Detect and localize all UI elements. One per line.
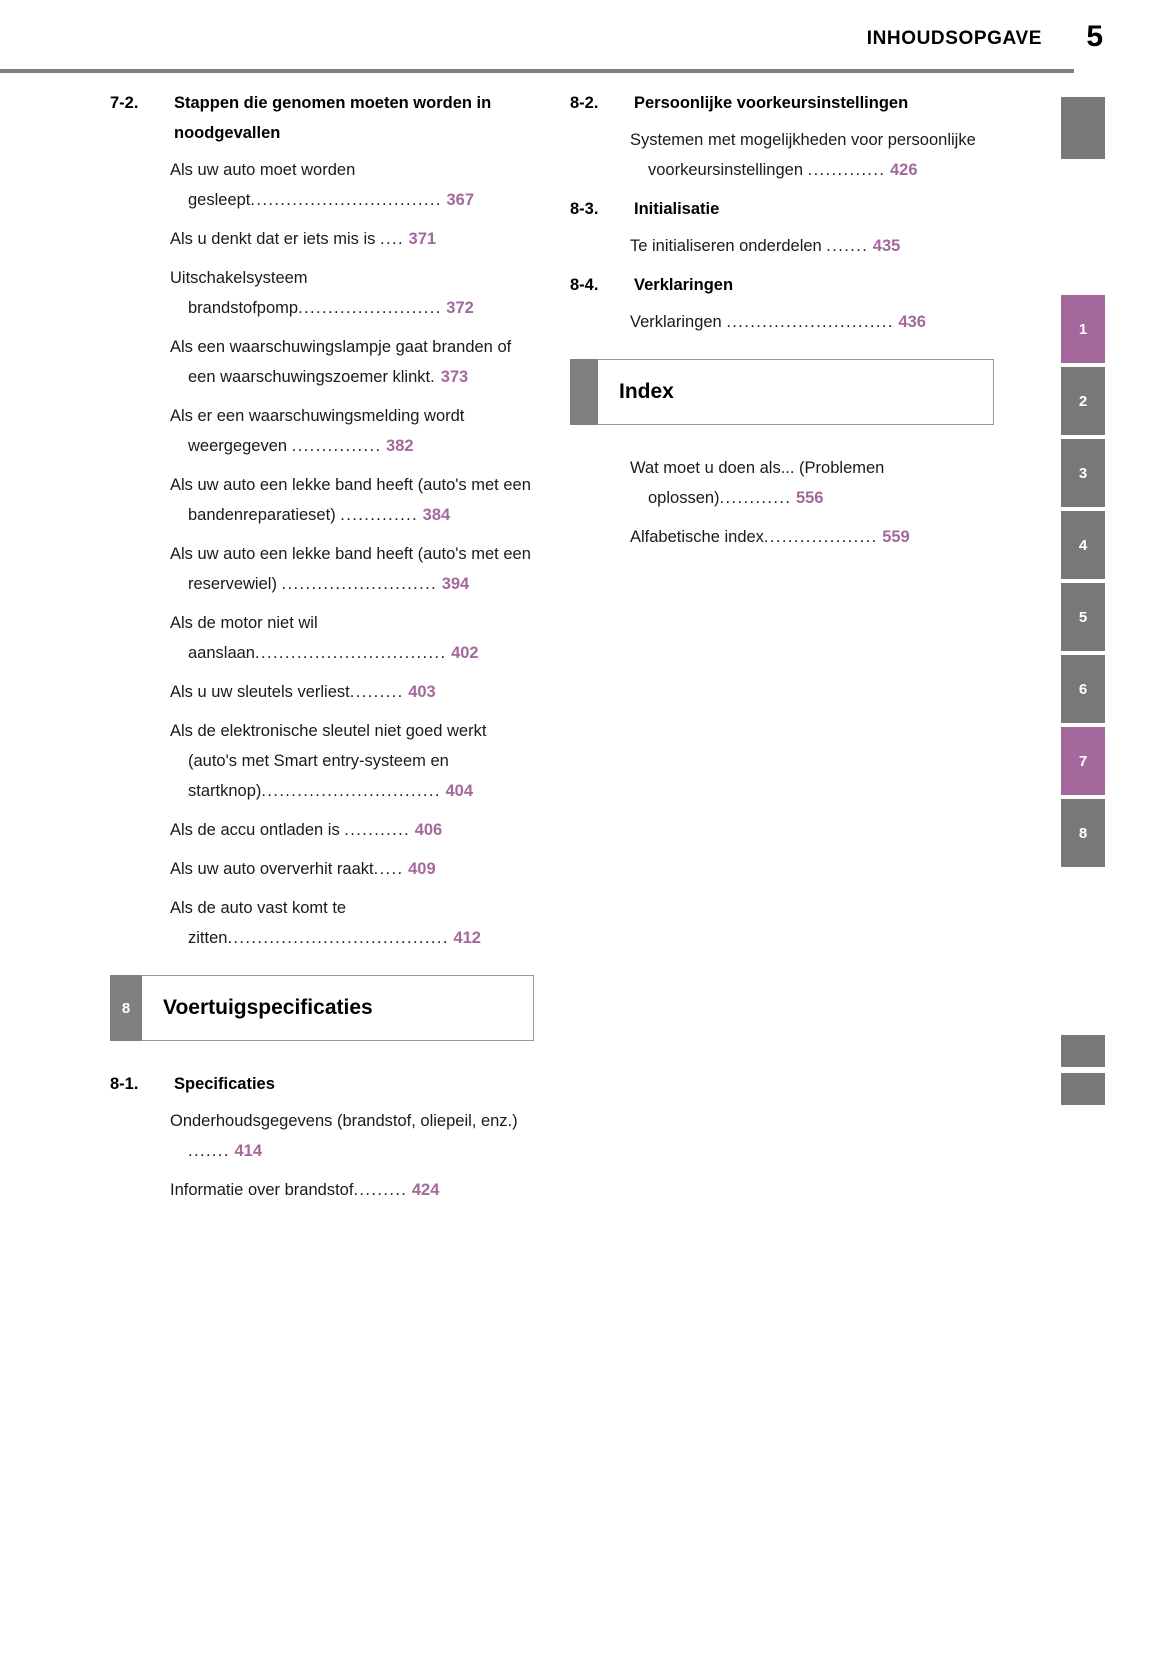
toc-leader-dots: ............................	[726, 313, 894, 331]
toc-entry-body	[630, 231, 992, 261]
toc-entry-body	[170, 332, 532, 392]
toc-entry-page: 436	[893, 313, 926, 331]
chapter-tab-7[interactable]: 7	[1061, 727, 1105, 795]
toc-entry-label: Als de elektronische sleutel niet goed werkt (auto's met Smart entry-systeem en startknop)	[170, 722, 487, 800]
toc-entry-label: Wat moet u doen als... (Problemen oplossen)	[630, 459, 885, 507]
chapter-tab-strip	[1061, 97, 1105, 1111]
toc-leader-dots: ...................	[763, 528, 878, 546]
toc-entry-page: 402	[446, 644, 479, 662]
toc-entry-body	[630, 307, 992, 337]
chapter-tab-blank[interactable]	[1061, 1073, 1105, 1105]
index-number-badge	[570, 359, 598, 425]
toc-entry-page: 394	[437, 575, 470, 593]
toc-entry-label: Verklaringen	[630, 313, 727, 331]
toc-entry[interactable]	[110, 332, 532, 392]
toc-leader-dots: .............	[807, 161, 886, 179]
index-banner[interactable]	[570, 359, 994, 425]
section-title: Specificaties	[174, 1075, 275, 1093]
chapter-tab-blank[interactable]	[1061, 97, 1105, 159]
toc-leader-dots: ................................	[254, 644, 447, 662]
toc-leader-dots: ....	[380, 230, 404, 248]
toc-entry-body	[170, 815, 532, 845]
toc-entry-label: Te initialiseren onderdelen	[630, 237, 827, 255]
section-number: 8-1.	[110, 1075, 139, 1093]
toc-entry[interactable]	[570, 231, 992, 261]
toc-entry[interactable]	[110, 155, 532, 215]
tab-strip-spacer	[1061, 163, 1105, 295]
page-number: 5	[1086, 20, 1103, 53]
section-number: 8-4.	[570, 276, 599, 294]
index-title: Index	[598, 359, 994, 425]
chapter-tab-2[interactable]: 2	[1061, 367, 1105, 435]
toc-leader-dots: ................................	[250, 191, 442, 209]
chapter-tab-blank[interactable]	[1061, 1035, 1105, 1067]
toc-entry-body	[170, 1106, 532, 1166]
toc-entry[interactable]	[570, 307, 992, 337]
toc-entry-page: 412	[448, 929, 481, 947]
toc-entry-page: 409	[403, 860, 436, 878]
chapter-tab-3[interactable]: 3	[1061, 439, 1105, 507]
toc-entry[interactable]	[110, 815, 532, 845]
toc-entry-page: 556	[791, 489, 824, 507]
toc-right-column	[570, 88, 992, 561]
toc-entry[interactable]	[110, 677, 532, 707]
toc-entry-page: 414	[229, 1142, 263, 1160]
toc-entry-page: 406	[410, 821, 443, 839]
chapter-tab-8[interactable]: 8	[1061, 799, 1105, 867]
toc-entry-label: Als de accu ontladen is	[170, 821, 345, 839]
toc-entry-page: 435	[868, 237, 901, 255]
toc-list-7-2	[110, 155, 532, 953]
toc-entry-body	[170, 470, 532, 530]
toc-entry-label: Als de motor niet wil aanslaan	[170, 614, 318, 662]
chapter-tab-1[interactable]: 1	[1061, 295, 1105, 363]
toc-leader-dots: .........	[353, 1181, 408, 1199]
toc-entry-body	[630, 125, 992, 185]
toc-entry-body	[170, 608, 532, 668]
toc-entry-page: 426	[885, 161, 918, 179]
chapter-banner-8[interactable]	[110, 975, 534, 1041]
toc-entry[interactable]	[110, 1106, 532, 1166]
toc-list-8-4	[570, 307, 992, 337]
toc-leader-dots: .............	[340, 506, 419, 524]
toc-entry-label: Als u denkt dat er iets mis is	[170, 230, 380, 248]
toc-list-8-3	[570, 231, 992, 261]
header-divider	[0, 69, 1074, 73]
section-heading-8-2	[570, 88, 992, 118]
toc-entry-page: 382	[381, 437, 414, 455]
section-number: 7-2.	[110, 94, 139, 112]
toc-leader-dots: ...............	[291, 437, 382, 455]
toc-entry[interactable]	[570, 453, 992, 513]
toc-entry-label: Systemen met mogelijkheden voor persoonlijke voorkeursinstellingen	[630, 131, 976, 179]
toc-entry-label: Als uw auto een lekke band heeft (auto's met een bandenreparatieset)	[170, 476, 531, 524]
toc-entry-label: Onderhoudsgegevens (brandstof, oliepeil, enz.)	[170, 1112, 518, 1130]
toc-entry-body	[170, 677, 532, 707]
toc-entry-label: Informatie over brandstof	[170, 1181, 354, 1199]
section-number: 8-2.	[570, 94, 599, 112]
toc-entry[interactable]	[570, 522, 992, 552]
toc-entry[interactable]	[570, 125, 992, 185]
chapter-number-badge: 8	[110, 975, 142, 1041]
toc-entry-page: 373	[436, 368, 469, 386]
section-heading-8-4	[570, 270, 992, 300]
toc-entry-label: Als uw auto moet worden gesleept	[170, 161, 356, 209]
toc-entry-body	[170, 854, 532, 884]
toc-entry-body	[630, 453, 992, 513]
page-header	[0, 0, 1165, 72]
section-heading-7-2	[110, 88, 532, 148]
toc-entry[interactable]	[110, 401, 532, 461]
toc-entry-body	[170, 716, 532, 806]
toc-entry-page: 367	[441, 191, 475, 209]
toc-entry-label: Als de auto vast komt te zitten	[170, 899, 347, 947]
toc-leader-dots: ..........................	[281, 575, 438, 593]
toc-leader-dots: ........................	[298, 299, 442, 317]
toc-entry[interactable]	[110, 1175, 532, 1205]
toc-leader-dots: .........	[349, 683, 404, 701]
toc-entry-page: 372	[441, 299, 474, 317]
toc-entry-label: Alfabetische index	[630, 528, 764, 546]
toc-list-index	[570, 453, 992, 552]
section-number: 8-3.	[570, 200, 599, 218]
toc-entry[interactable]	[110, 539, 532, 599]
toc-entry-label: Als uw auto oververhit raakt	[170, 860, 374, 878]
toc-entry-page: 404	[440, 782, 474, 800]
toc-entry[interactable]	[110, 224, 532, 254]
toc-entry-page: 559	[877, 528, 910, 546]
toc-entry-label: Als u uw sleutels verliest	[170, 683, 350, 701]
page-title: INHOUDSOPGAVE	[866, 28, 1042, 49]
toc-entry[interactable]	[110, 608, 532, 668]
chapter-tab-5[interactable]: 5	[1061, 583, 1105, 651]
chapter-title: Voertuigspecificaties	[142, 975, 534, 1041]
toc-entry-body	[170, 401, 532, 461]
toc-entry-body	[170, 263, 532, 323]
toc-entry[interactable]	[110, 470, 532, 530]
chapter-tab-6[interactable]: 6	[1061, 655, 1105, 723]
toc-entry-body	[170, 224, 532, 254]
toc-left-column	[110, 88, 532, 1214]
toc-leader-dots: .....	[373, 860, 404, 878]
toc-leader-dots: .	[430, 368, 437, 386]
toc-entry[interactable]	[110, 263, 532, 323]
toc-entry-label: Als een waarschuwingslampje gaat branden of een waarschuwingszoemer klinkt	[170, 338, 512, 386]
toc-entry-label: Uitschakelsysteem brandstofpomp	[170, 269, 308, 317]
toc-leader-dots: .......	[826, 237, 869, 255]
toc-entry-body	[170, 155, 532, 215]
toc-entry-label: Als uw auto een lekke band heeft (auto's met een reservewiel)	[170, 545, 531, 593]
toc-entry-label: Als er een waarschuwingsmelding wordt weergegeven	[170, 407, 465, 455]
toc-leader-dots: .......	[188, 1142, 230, 1160]
toc-entry-page: 403	[403, 683, 436, 701]
toc-entry[interactable]	[110, 716, 532, 806]
section-title: Stappen die genomen moeten worden in noodgevallen	[174, 94, 492, 142]
section-title: Verklaringen	[634, 276, 734, 294]
toc-leader-dots: ..............................	[261, 782, 441, 800]
toc-entry-body	[170, 893, 532, 953]
toc-entry[interactable]	[110, 854, 532, 884]
toc-list-8-1	[110, 1106, 532, 1205]
toc-entry-page: 371	[403, 230, 437, 248]
section-heading-8-1	[110, 1069, 532, 1099]
toc-entry-body	[170, 1175, 532, 1205]
section-heading-8-3	[570, 194, 992, 224]
section-title: Initialisatie	[634, 200, 720, 218]
section-title: Persoonlijke voorkeursinstellingen	[634, 94, 909, 112]
toc-leader-dots: ............	[719, 489, 792, 507]
toc-entry-body	[630, 522, 992, 552]
toc-list-8-2	[570, 125, 992, 185]
toc-entry-page: 424	[407, 1181, 440, 1199]
toc-leader-dots: .....................................	[227, 929, 449, 947]
toc-leader-dots: ...........	[344, 821, 411, 839]
toc-entry-page: 384	[418, 506, 451, 524]
toc-entry[interactable]	[110, 893, 532, 953]
toc-entry-body	[170, 539, 532, 599]
tab-strip-spacer-bottom	[1061, 871, 1105, 1035]
chapter-tab-4[interactable]: 4	[1061, 511, 1105, 579]
